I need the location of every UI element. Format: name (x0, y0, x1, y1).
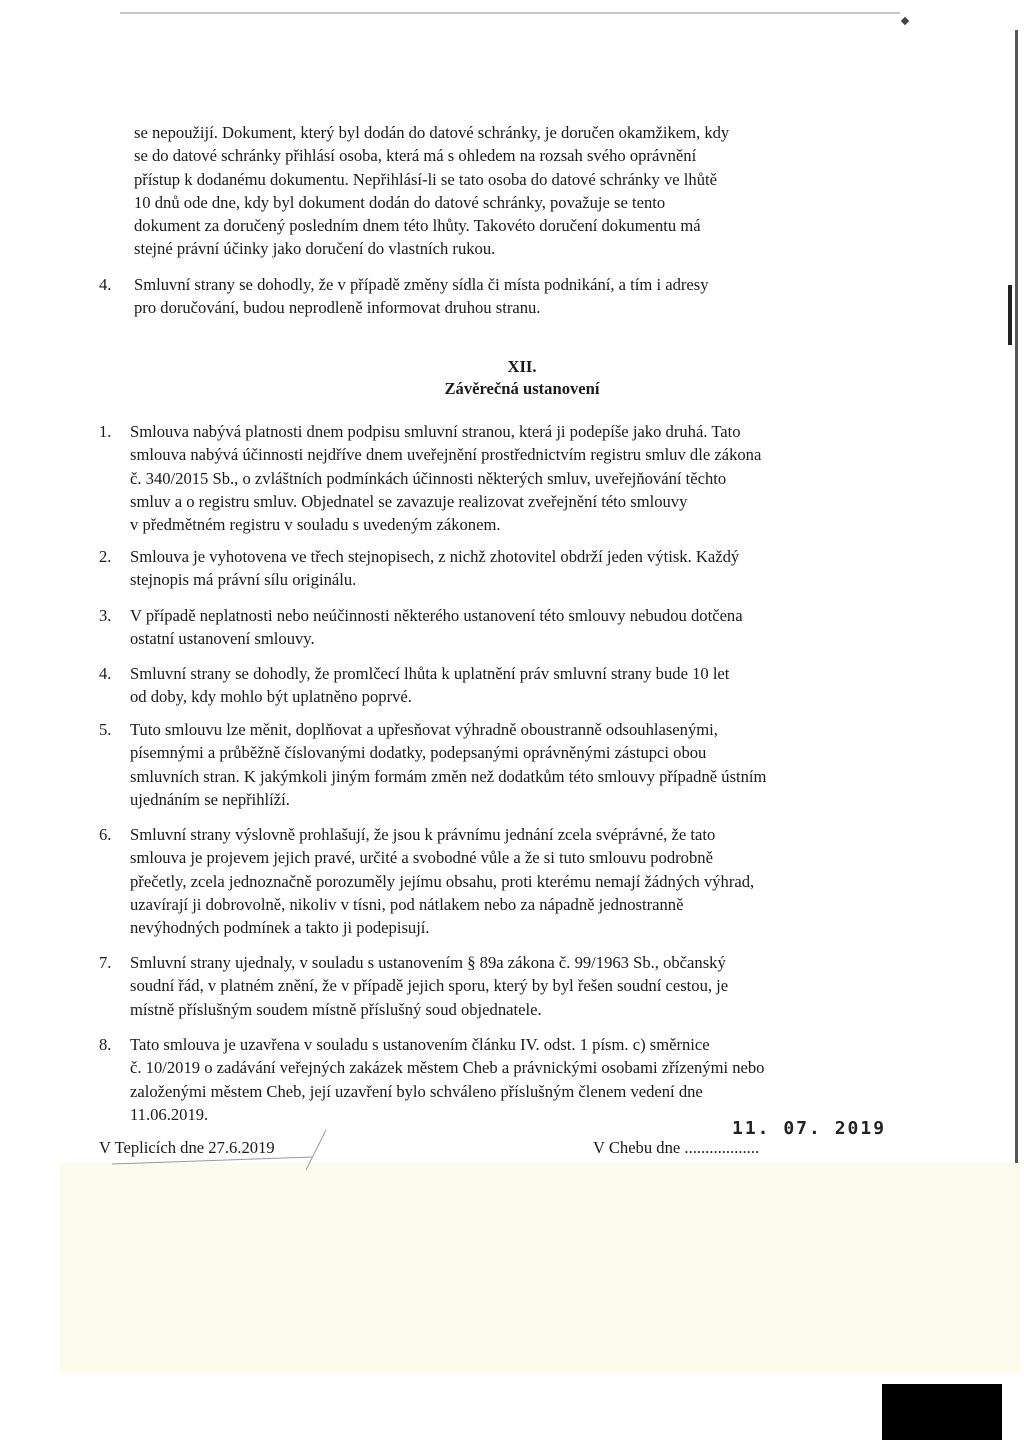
text-line: smlouva nabývá účinnosti nejdříve dnem uveřejnění prostřednictvím registru smluv dle zákona (130, 445, 762, 465)
text-line: ujednáním se nepřihlíží. (130, 789, 290, 809)
list-item (130, 1033, 907, 1126)
scan-edge-right (1015, 30, 1018, 1360)
text-line: se nepoužijí. Dokument, který byl dodán do datové schránky, je doručen okamžikem, kdy (134, 123, 730, 142)
item-number: 3. (99, 606, 112, 625)
list-item (130, 823, 907, 939)
signature-stroke (300, 1128, 330, 1173)
text-line: stejnopis má právní sílu originálu. (130, 570, 357, 590)
section-number: XII. (507, 357, 537, 376)
text-line: nevýhodných podmínek a takto ji podepisují. (130, 918, 430, 938)
text-line: 11.06.2019. (130, 1104, 209, 1124)
text-line: smluvních stran. K jakýmkoli jiným formám změn než dodatkům této smlouvy případně ústním (130, 766, 767, 786)
text-line: Smlouva je vyhotovena ve třech stejnopisech, z nichž zhotovitel obdrží jeden výtisk. Každý (130, 547, 740, 566)
text-line: smluv a o registru smluv. Objednatel se zavazuje realizovat zveřejnění této smlouvy (130, 491, 688, 511)
item-number: 8. (99, 1035, 112, 1054)
scan-mark (901, 17, 909, 25)
text-line: 10 dnů ode dne, kdy byl dokument dodán do datové schránky, považuje se tento (134, 192, 666, 212)
scan-edge-top (120, 12, 900, 14)
section-title: Závěrečná ustanovení (444, 379, 600, 398)
scan-edge-mark (1008, 285, 1012, 345)
text-line: V případě neplatnosti nebo neúčinnosti některého ustanovení této smlouvy nebudou dotčena (130, 606, 743, 625)
text-line: písemnými a průběžně číslovanými dodatky, podepsanými oprávněnými zástupci obou (130, 743, 707, 763)
text-line: založenými městem Cheb, její uzavření bylo schváleno příslušným členem vedení dne (130, 1081, 703, 1101)
text-line: pro doručování, budou neprodleně informovat druhou stranu. (134, 298, 541, 318)
item-number: 2. (99, 547, 112, 566)
text-line: místně příslušným soudem místně příslušný soud objednatele. (130, 999, 542, 1019)
text-line: se do datové schránky přihlásí osoba, která má s ohledem na rozsah svého oprávnění (134, 146, 697, 166)
place-date-left: V Teplicích dne 27.6.2019 (99, 1138, 275, 1157)
text-line: ostatní ustanovení smlouvy. (130, 629, 315, 649)
signature-area-background (60, 1163, 1020, 1373)
list-item (130, 604, 907, 651)
text-line: Smluvní strany výslovně prohlašují, že jsou k právnímu jednání zcela svéprávné, že tato (130, 825, 716, 844)
list-item (134, 273, 908, 320)
item-number: 4. (99, 664, 112, 683)
item-number: 7. (99, 953, 112, 972)
text-line: č. 340/2015 Sb., o zvláštních podmínkách účinnosti některých smluv, uveřejňování těchto (130, 468, 727, 488)
text-line: Smluvní strany se dohodly, že v případě změny sídla či místa podnikání, a tím i adresy (134, 275, 709, 294)
text-line: Smlouva nabývá platnosti dnem podpisu smluvní stranou, která ji podepíše jako druhá. Tato (130, 422, 741, 441)
list-item (130, 545, 907, 592)
text-line: č. 10/2019 o zadávání veřejných zakázek městem Cheb a právnickými osobami zřízenými nebo (130, 1058, 765, 1078)
redaction-block (882, 1384, 1002, 1440)
date-stamp: 11. 07. 2019 (732, 1118, 887, 1139)
item-number: 6. (99, 825, 112, 844)
text-line: Smluvní strany ujednaly, v souladu s ustanovením § 89a zákona č. 99/1963 Sb., občanský (130, 953, 726, 972)
text-line: přečetly, zcela jednoznačně porozuměly jejímu obsahu, proti kterému nemají žádných výhrad, (130, 871, 755, 891)
text-line: dokument za doručený posledním dnem této lhůty. Takovéto doručení dokumentu má (134, 216, 701, 236)
text-line: od doby, kdy mohlo být uplatněno poprvé. (130, 687, 412, 707)
text-line: soudní řád, v platném znění, že v případě jejich sporu, který by byl řešen soudní cestou, je (130, 976, 729, 996)
place-date-right-label: V Chebu dne (593, 1138, 681, 1157)
text-line: stejné právní účinky jako doručení do vlastních rukou. (134, 239, 496, 259)
item-number: 4. (99, 275, 112, 294)
place-date-right (593, 1138, 759, 1158)
text-line: Tuto smlouvu lze měnit, doplňovat a upřesňovat výhradně oboustranně odsouhlasenými, (130, 720, 718, 739)
list-item (130, 718, 907, 811)
list-item (130, 662, 907, 709)
item-number: 1. (99, 422, 112, 441)
text-line: v předmětném registru v souladu s uvedeným zákonem. (130, 515, 501, 535)
list-item (130, 951, 907, 1021)
text-line: smlouva je projevem jejich pravé, určité a svobodné vůle a že si tuto smlouvu podrobně (130, 848, 713, 868)
text-line: Tato smlouva je uzavřena v souladu s ustanovením článku IV. odst. 1 písm. c) směrnice (130, 1035, 710, 1054)
intro-paragraph (134, 121, 908, 261)
text-line: přístup k dodanému dokumentu. Nepřihlásí-li se tato osoba do datové schránky ve lhůtě (134, 169, 717, 189)
list-item (130, 420, 907, 536)
text-line: uzavírají ji dobrovolně, nikoliv v tísni, pod nátlakem nebo za nápadně jednostranně (130, 894, 684, 914)
date-dots: .................. (684, 1138, 760, 1157)
text-line: Smluvní strany se dohodly, že promlčecí lhůta k uplatnění práv smluvní strany bude 10 let (130, 664, 730, 683)
item-number: 5. (99, 720, 112, 739)
